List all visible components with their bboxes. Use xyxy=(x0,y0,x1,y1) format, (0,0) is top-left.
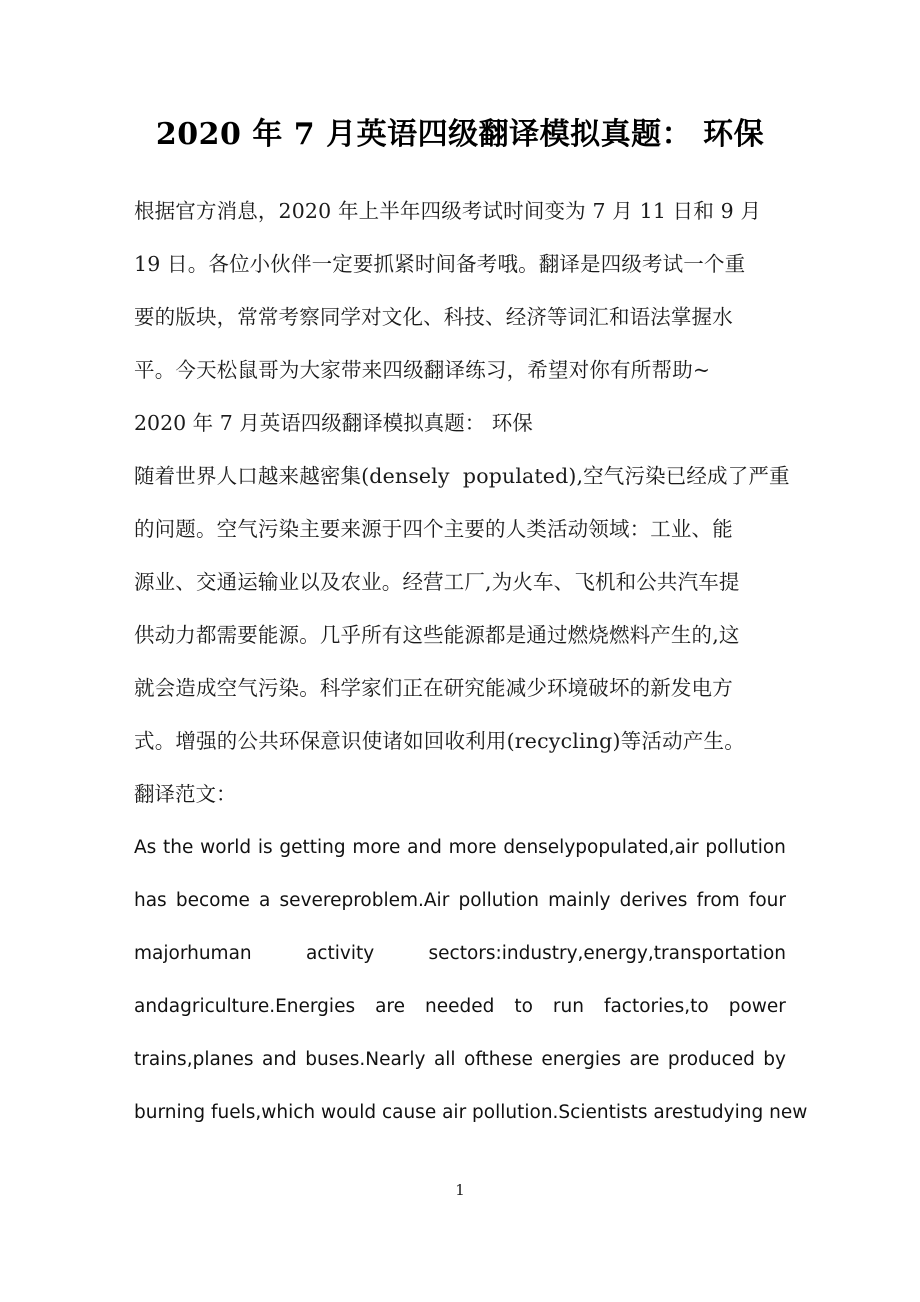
english-word: four xyxy=(748,890,786,911)
english-word: and xyxy=(261,1049,297,1070)
english-word: ofthese xyxy=(464,1049,533,1070)
english-word: buses.Nearly xyxy=(305,1049,426,1070)
english-word: to xyxy=(514,996,533,1017)
english-word: power xyxy=(728,996,786,1017)
english-word: mainly xyxy=(548,890,611,911)
english-word: denselypopulated,air xyxy=(503,837,699,858)
english-word: burning fuels,which would cause air pollution.Scientists arestudying new xyxy=(134,1102,808,1123)
english-word: all xyxy=(433,1049,456,1070)
english-word: As xyxy=(134,837,157,858)
english-word: become xyxy=(175,890,250,911)
english-word: a xyxy=(259,890,271,911)
english-word: severeproblem.Air xyxy=(279,890,450,911)
english-word: world xyxy=(200,837,252,858)
english-word: getting xyxy=(279,837,346,858)
english-word: from xyxy=(696,890,740,911)
document-content xyxy=(134,0,808,1139)
english-word: majorhuman xyxy=(134,943,252,964)
english-line xyxy=(134,980,786,1033)
english-word: by xyxy=(763,1049,786,1070)
english-word: factories,to xyxy=(603,996,709,1017)
english-word: needed xyxy=(424,996,495,1017)
passage-line: 式。增强的公共环保意识使诸如回收利用(recycling)等活动产生。 xyxy=(134,729,745,753)
english-word: activity xyxy=(305,943,375,964)
english-word: the xyxy=(163,837,194,858)
english-word: more xyxy=(448,837,497,858)
passage-line: 就会造成空气污染。科学家们正在研究能减少环境破坏的新发电方 xyxy=(134,676,733,700)
chinese-passage xyxy=(134,450,790,768)
section-subheading: 2020 年 7 月英语四级翻译模拟真题： 环保 xyxy=(134,411,533,435)
english-line xyxy=(134,927,786,980)
passage-line: 随着世界人口越来越密集(densely populated),空气污染已经成了严重 xyxy=(134,464,790,488)
page-title: 2020 年 7 月英语四级翻译模拟真题： 环保 xyxy=(155,117,765,152)
english-passage xyxy=(134,821,808,1139)
english-word: trains,planes xyxy=(134,1049,254,1070)
english-line xyxy=(134,1033,786,1086)
passage-line: 源业、交通运输业以及农业。经营工厂,为火车、飞机和公共汽车提 xyxy=(134,570,740,594)
english-word: derives xyxy=(619,890,688,911)
english-line xyxy=(134,1086,808,1139)
page-number: 1 xyxy=(455,1181,465,1199)
intro-paragraph xyxy=(134,155,786,397)
english-word: and xyxy=(407,837,442,858)
english-word: run xyxy=(552,996,584,1017)
intro-line: 平。今天松鼠哥为大家带来四级翻译练习，希望对你有所帮助~ xyxy=(134,358,711,382)
english-line xyxy=(134,821,786,874)
english-word: more xyxy=(352,837,401,858)
translation-label: 翻译范文： xyxy=(134,782,237,806)
english-word: are xyxy=(375,996,405,1017)
english-word: pollution xyxy=(705,837,786,858)
english-word: sectors:industry,energy,transportation xyxy=(428,943,786,964)
intro-line: 19 日。各位小伙伴一定要抓紧时间备考哦。翻译是四级考试一个重 xyxy=(134,252,746,276)
english-word: are xyxy=(629,1049,660,1070)
intro-line: 要的版块，常常考察同学对文化、科技、经济等词汇和语法掌握水 xyxy=(134,305,733,329)
english-word: has xyxy=(134,890,167,911)
english-word: produced xyxy=(667,1049,755,1070)
english-line xyxy=(134,874,786,927)
passage-line: 供动力都需要能源。几乎所有这些能源都是通过燃烧燃料产生的,这 xyxy=(134,623,740,647)
english-word: pollution xyxy=(458,890,539,911)
intro-line: 根据官方消息，2020 年上半年四级考试时间变为 7 月 11 日和 9 月 xyxy=(134,199,762,223)
passage-line: 的问题。空气污染主要来源于四个主要的人类活动领域：工业、能 xyxy=(134,517,733,541)
english-word: andagriculture.Energies xyxy=(134,996,356,1017)
english-word: is xyxy=(257,837,273,858)
english-word: energies xyxy=(541,1049,622,1070)
